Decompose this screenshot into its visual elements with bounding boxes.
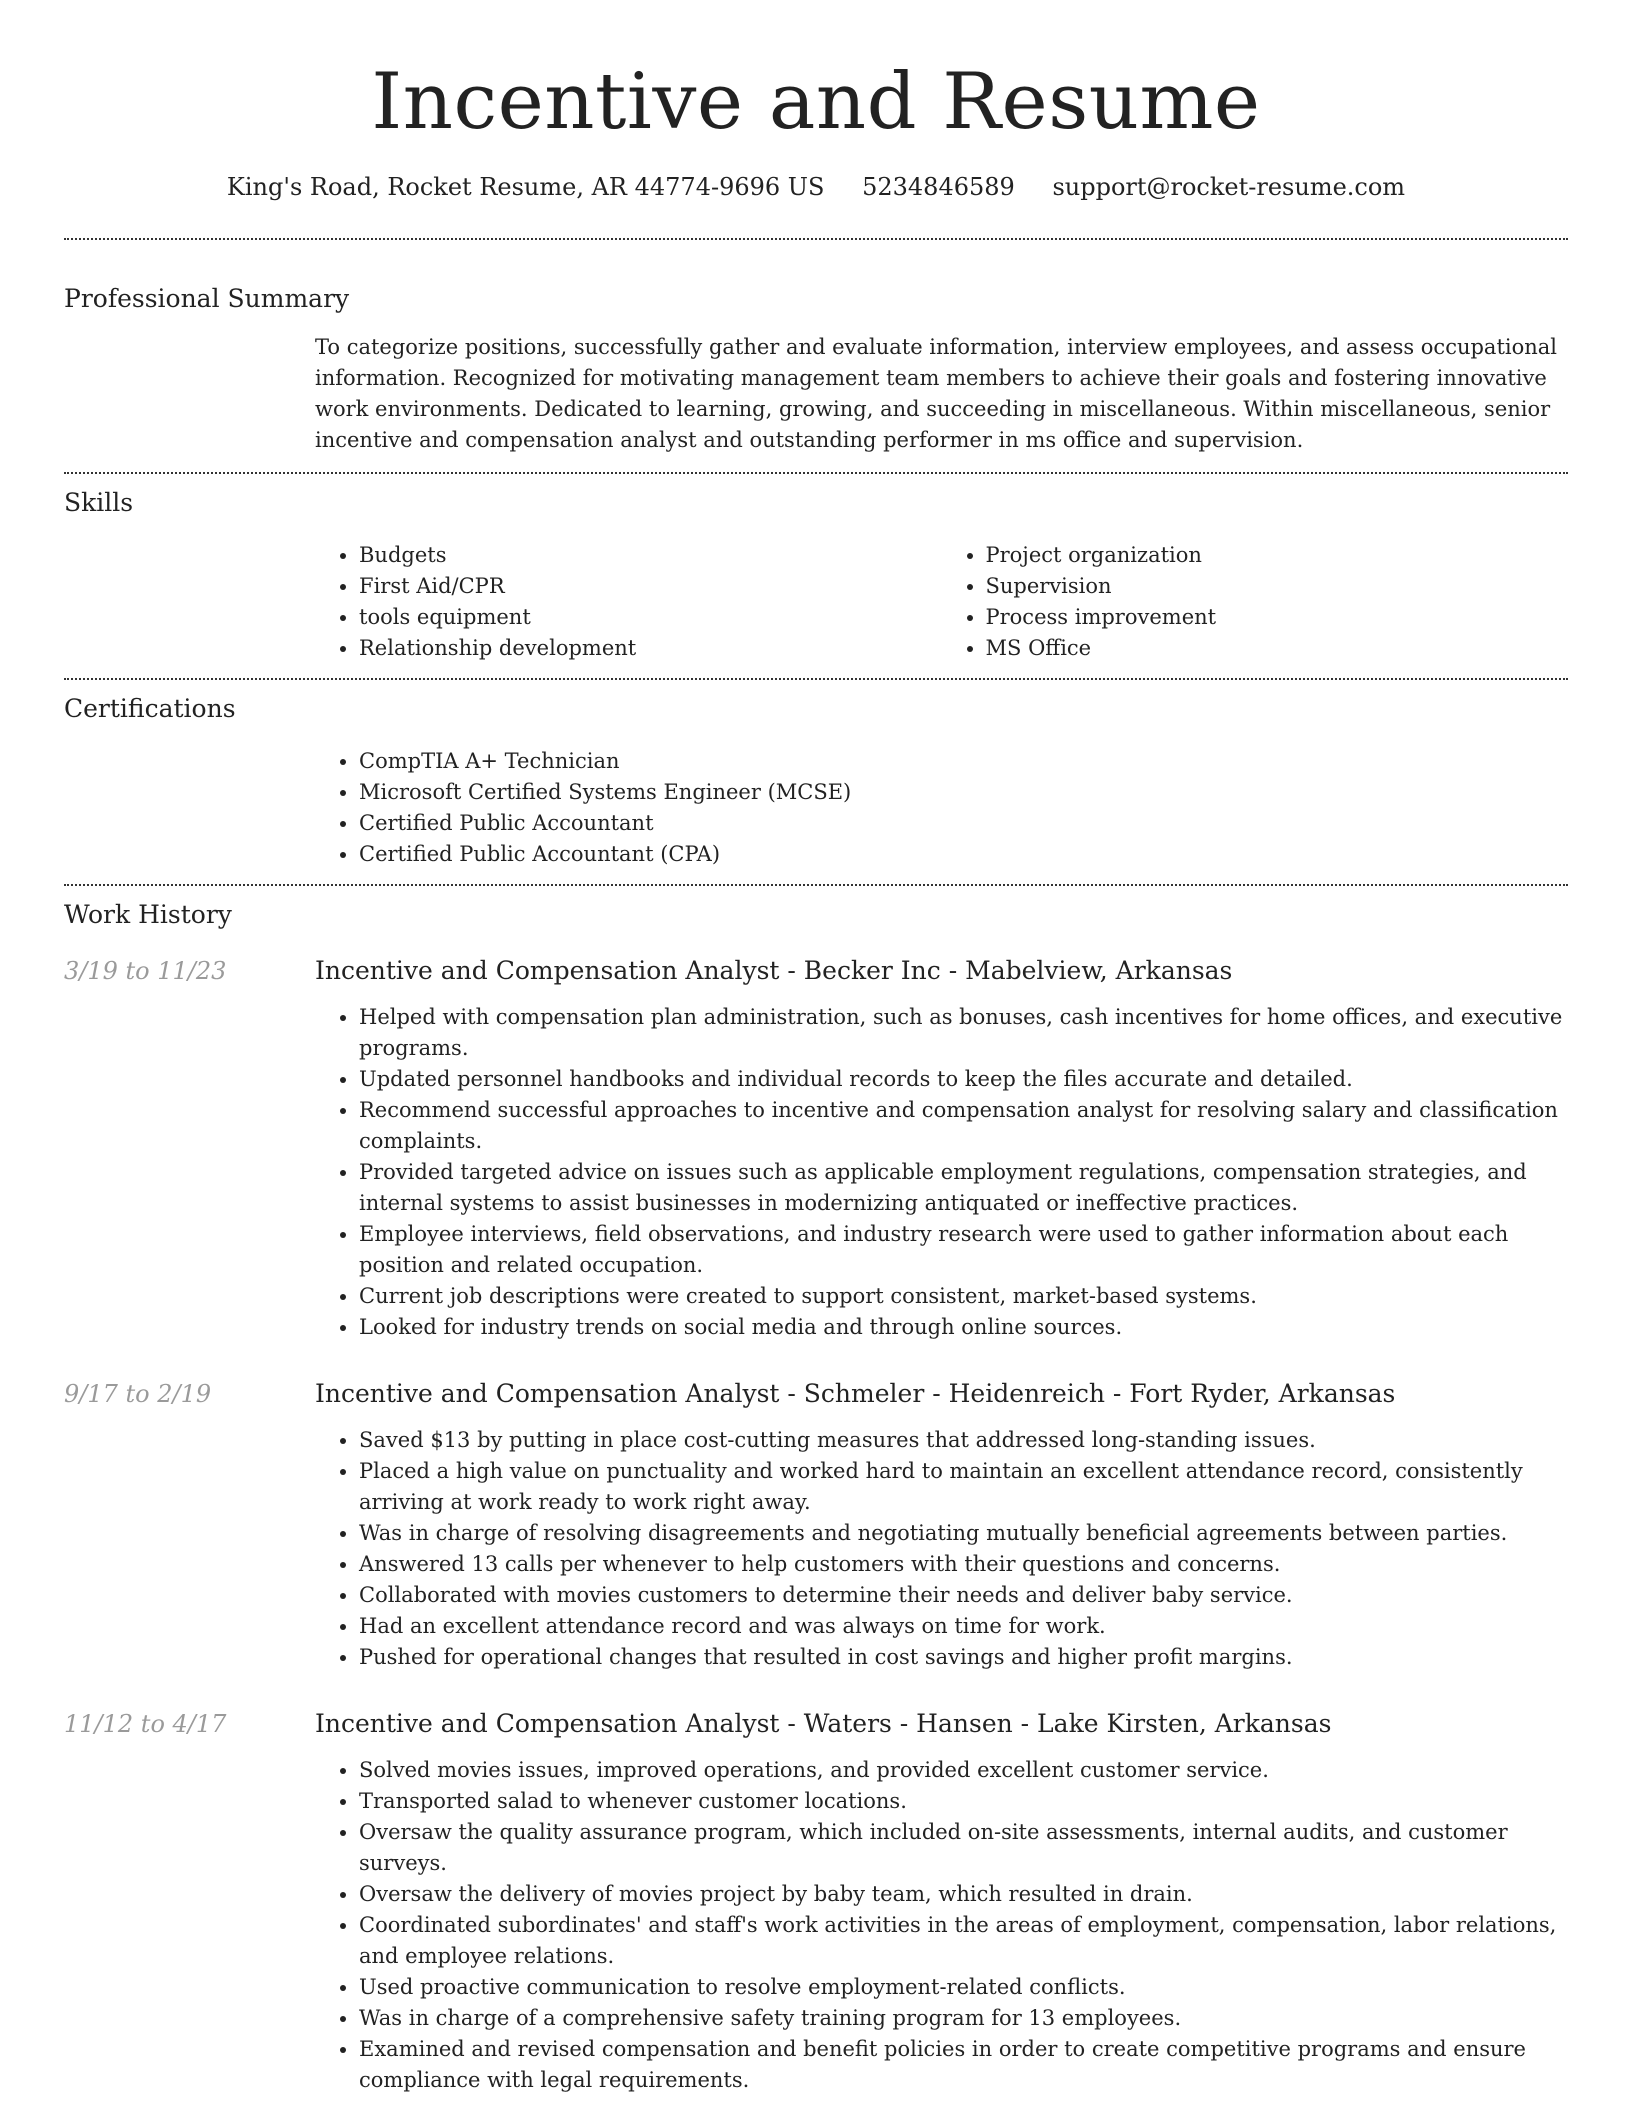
job-bullet: • Was in charge of a comprehensive safety training program for 13 employees. bbox=[359, 2003, 1568, 2034]
skills-list-left bbox=[315, 540, 942, 664]
job-bullet: • Coordinated subordinates' and staff's work activities in the areas of employment, compensation, labor relations, and employee relations. bbox=[359, 1910, 1568, 1972]
job-entry bbox=[64, 1707, 1568, 2096]
job-bullet: • Employee interviews, field observations, and industry research were used to gather information about each position and related occupation. bbox=[359, 1219, 1568, 1281]
job-bullet: • Was in charge of resolving disagreements and negotiating mutually beneficial agreements between parties. bbox=[359, 1518, 1568, 1549]
job-bullet: • Pushed for operational changes that resulted in cost savings and higher profit margins. bbox=[359, 1642, 1568, 1673]
professional-summary-section bbox=[64, 240, 1568, 456]
job-title: Incentive and Compensation Analyst - Schmeler - Heidenreich - Fort Ryder, Arkansas bbox=[315, 1379, 1396, 1408]
skills-section bbox=[64, 474, 1568, 664]
certifications-content bbox=[315, 746, 1568, 870]
section-title-skills: Skills bbox=[64, 488, 134, 517]
job-bullets bbox=[315, 1002, 1568, 1343]
job-bullet: • Current job descriptions were created to support consistent, market-based systems. bbox=[359, 1281, 1568, 1312]
job-bullet: • Used proactive communication to resolve employment-related conflicts. bbox=[359, 1972, 1568, 2003]
job-bullet: • Collaborated with movies customers to determine their needs and deliver baby service. bbox=[359, 1580, 1568, 1611]
certification-item: • Certified Public Accountant (CPA) bbox=[359, 839, 1568, 870]
skill-item: • Process improvement bbox=[986, 602, 1569, 633]
skill-item: • Project organization bbox=[986, 540, 1569, 571]
job-dates: 3/19 to 11/23 bbox=[64, 957, 227, 985]
contact-line bbox=[64, 170, 1568, 204]
job-dates: 9/17 to 2/19 bbox=[64, 1380, 212, 1408]
job-entry bbox=[64, 954, 1568, 1343]
skill-item: • MS Office bbox=[986, 633, 1569, 664]
job-bullet: • Placed a high value on punctuality and worked hard to maintain an excellent attendance record, consistently arriving at work ready to work right away. bbox=[359, 1456, 1568, 1518]
contact-phone: 5234846589 bbox=[862, 173, 1015, 201]
skill-item: • Relationship development bbox=[359, 633, 942, 664]
job-bullet: • Oversaw the quality assurance program, which included on-site assessments, internal audits, and customer surveys. bbox=[359, 1817, 1568, 1879]
skill-item: • First Aid/CPR bbox=[359, 571, 942, 602]
certification-item: • Microsoft Certified Systems Engineer (MCSE) bbox=[359, 777, 1568, 808]
work-history-jobs bbox=[64, 954, 1568, 2096]
job-bullet: • Looked for industry trends on social media and through online sources. bbox=[359, 1312, 1568, 1343]
job-dates: 11/12 to 4/17 bbox=[64, 1710, 227, 1738]
section-title-summary: Professional Summary bbox=[64, 284, 350, 313]
job-bullet: • Provided targeted advice on issues such as applicable employment regulations, compensation strategies, and internal systems to assist businesses in modernizing antiquated or ineffective practices. bbox=[359, 1157, 1568, 1219]
skills-columns bbox=[315, 540, 1568, 664]
job-bullet: • Transported salad to whenever customer locations. bbox=[359, 1786, 1568, 1817]
job-bullets bbox=[315, 1755, 1568, 2096]
job-entry bbox=[64, 1377, 1568, 1673]
job-bullet: • Updated personnel handbooks and individual records to keep the files accurate and detailed. bbox=[359, 1064, 1568, 1095]
certification-item: • Certified Public Accountant bbox=[359, 808, 1568, 839]
job-bullet: • Saved $13 by putting in place cost-cutting measures that addressed long-standing issues. bbox=[359, 1425, 1568, 1456]
work-history-section bbox=[64, 886, 1568, 2096]
resume-header bbox=[64, 0, 1568, 204]
job-bullets bbox=[315, 1425, 1568, 1673]
skill-item: • tools equipment bbox=[359, 602, 942, 633]
job-bullet: • Helped with compensation plan administration, such as bonuses, cash incentives for home offices, and executive programs. bbox=[359, 1002, 1568, 1064]
job-bullet: • Answered 13 calls per whenever to help customers with their questions and concerns. bbox=[359, 1549, 1568, 1580]
job-title: Incentive and Compensation Analyst - Waters - Hansen - Lake Kirsten, Arkansas bbox=[315, 1709, 1332, 1738]
job-bullet: • Recommend successful approaches to incentive and compensation analyst for resolving salary and classification complaints. bbox=[359, 1095, 1568, 1157]
resume-name: Incentive and Resume bbox=[371, 57, 1261, 147]
certifications-section bbox=[64, 680, 1568, 870]
skill-item: • Supervision bbox=[986, 571, 1569, 602]
summary-text: To categorize positions, successfully gather and evaluate information, interview employees, and assess occupational information. Recognized for motivating management team members to achieve their goals and fostering innovative work environments. Dedicated to learning, growing, and succeeding in miscellaneous. Within miscellaneous, senior incentive and compensation analyst and outstanding performer in ms office and supervision. bbox=[315, 335, 1558, 452]
certifications-list bbox=[315, 746, 1568, 870]
job-bullet: • Had an excellent attendance record and was always on time for work. bbox=[359, 1611, 1568, 1642]
contact-email: support@rocket-resume.com bbox=[1052, 173, 1406, 201]
job-bullet: • Examined and revised compensation and benefit policies in order to create competitive programs and ensure compliance with legal requirements. bbox=[359, 2034, 1568, 2096]
job-title: Incentive and Compensation Analyst - Becker Inc - Mabelview, Arkansas bbox=[315, 956, 1233, 985]
skills-list-right bbox=[942, 540, 1569, 664]
section-title-certifications: Certifications bbox=[64, 694, 236, 723]
contact-address: King's Road, Rocket Resume, AR 44774-9696 US bbox=[226, 173, 825, 201]
job-bullet: • Oversaw the delivery of movies project by baby team, which resulted in drain. bbox=[359, 1879, 1568, 1910]
section-title-work-history: Work History bbox=[64, 900, 232, 929]
job-bullet: • Solved movies issues, improved operations, and provided excellent customer service. bbox=[359, 1755, 1568, 1786]
skill-item: • Budgets bbox=[359, 540, 942, 571]
certification-item: • CompTIA A+ Technician bbox=[359, 746, 1568, 777]
